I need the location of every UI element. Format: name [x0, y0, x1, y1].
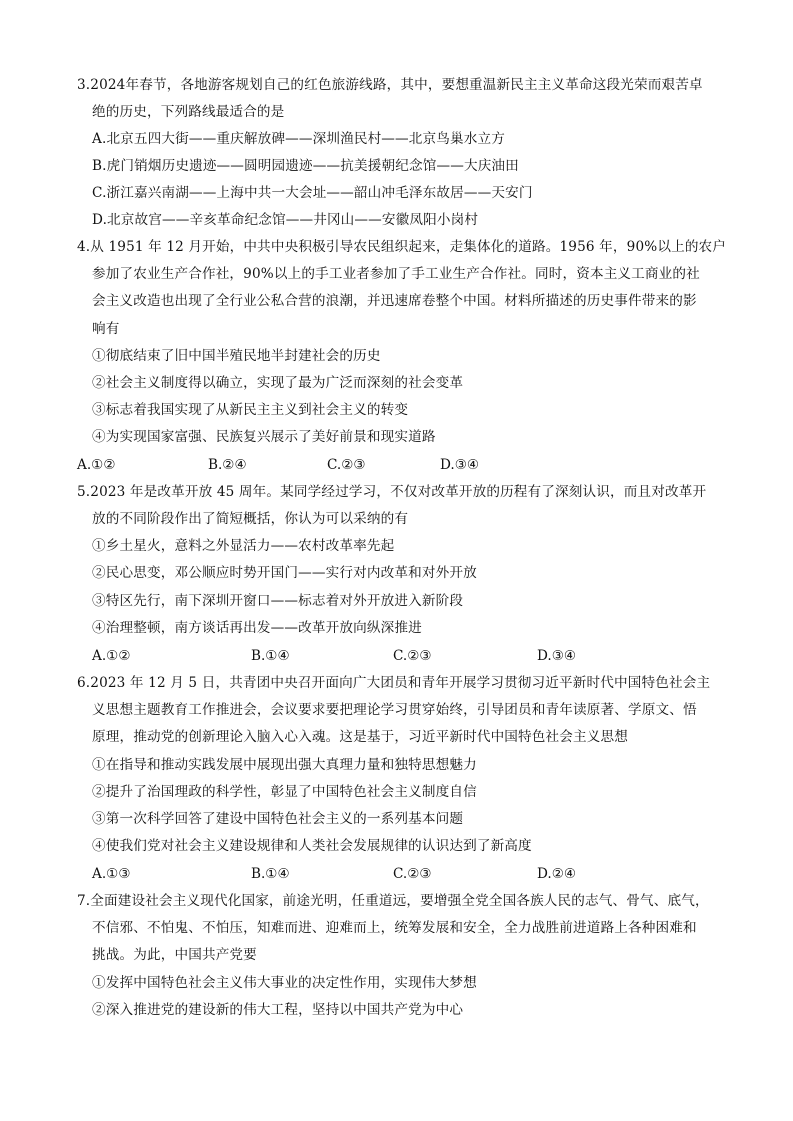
q5-stem-line-1: 5.2023 年是改革开放 45 周年。某同学经过学习，不仅对改革开放的历程有了深刻认识，而且对改革开	[77, 484, 707, 500]
q4-option-c: C.②③	[327, 457, 366, 473]
q7-item-1: ①发挥中国特色社会主义伟大事业的决定性作用，实现伟大梦想	[92, 975, 477, 991]
q3-choice-d: D.北京故宫——辛亥革命纪念馆——井冈山——安徽凤阳小岗村	[92, 212, 479, 228]
q4-item-2: ②社会主义制度得以确立，实现了最为广泛而深刻的社会变革	[92, 375, 464, 391]
q6-item-2: ②提升了治国理政的科学性，彰显了中国特色社会主义制度自信	[92, 784, 477, 800]
q4-item-1: ①彻底结束了旧中国半殖民地半封建社会的历史	[92, 348, 381, 364]
q6-option-c: C.②③	[393, 866, 432, 882]
q4-item-4: ④为实现国家富强、民族复兴展示了美好前景和现实道路	[92, 429, 436, 445]
q4-stem-line-1: 4.从 1951 年 12 月开始，中共中央积极引导农民组织起来，走集体化的道路。1956 年，90%以上的农户	[77, 239, 727, 255]
q5-item-3: ③特区先行，南下深圳开窗口——标志着对外开放进入新阶段	[92, 593, 464, 609]
q6-item-1: ①在指导和推动实践发展中展现出强大真理力量和独特思想魅力	[92, 757, 477, 773]
q7-stem-line-3: 挑战。为此，中国共产党要	[92, 947, 257, 963]
q5-item-2: ②民心思变，邓公顺应时势开国门——实行对内改革和对外开放	[92, 565, 477, 581]
q4-item-3: ③标志着我国实现了从新民主主义到社会主义的转变	[92, 402, 409, 418]
q6-option-d: D.②④	[537, 866, 577, 882]
q3-choice-c: C.浙江嘉兴南湖——上海中共一大会址——韶山冲毛泽东故居——天安门	[92, 185, 533, 201]
q3-choice-b: B.虎门销烟历史遗迹——圆明园遗迹——抗美援朝纪念馆——大庆油田	[92, 158, 519, 174]
q6-item-3: ③第一次科学回答了建设中国特色社会主义的一系列基本问题	[92, 811, 464, 827]
q3-choice-a: A.北京五四大街——重庆解放碑——深圳渔民村——北京鸟巢水立方	[92, 131, 506, 147]
q4-option-d: D.③④	[440, 457, 480, 473]
q4-stem-line-2: 参加了农业生产合作社，90%以上的手工业者参加了手工业生产合作社。同时，资本主义工商业的社	[92, 266, 700, 282]
q5-option-a: A.①②	[92, 648, 131, 664]
q4-stem-line-3: 会主义改造也出现了全行业公私合营的浪潮，并迅速席卷整个中国。材料所描述的历史事件带来的影	[92, 293, 697, 309]
q3-stem-line-1: 3.2024年春节，各地游客规划自己的红色旅游线路，其中，要想重温新民主主义革命这段光荣而艰苦卓	[77, 77, 703, 93]
q6-stem-line-2: 义思想主题教育工作推进会，会议要求要把理论学习贯穿始终，引导团员和青年读原著、学原文、悟	[92, 702, 697, 718]
q5-item-1: ①乡土星火，意料之外显活力——农村改革率先起	[92, 538, 395, 554]
q5-option-c: C.②③	[393, 648, 432, 664]
q7-item-2: ②深入推进党的建设新的伟大工程，坚持以中国共产党为中心	[92, 1002, 464, 1018]
q3-stem-line-2: 绝的历史，下列路线最适合的是	[92, 104, 285, 120]
q6-stem-line-1: 6.2023 年 12 月 5 日，共青团中央召开面向广大团员和青年开展学习贯彻习近平新时代中国特色社会主	[77, 675, 711, 691]
q6-option-a: A.①③	[92, 866, 131, 882]
q6-stem-line-3: 原理，推动党的创新理论入脑入心入魂。这是基于，习近平新时代中国特色社会主义思想	[92, 729, 629, 745]
q4-stem-line-4: 响有	[92, 321, 120, 337]
q5-item-4: ④治理整顿，南方谈话再出发——改革开放向纵深推进	[92, 620, 422, 636]
q5-stem-line-2: 放的不同阶段作出了简短概括，你认为可以采纳的有	[92, 511, 409, 527]
q6-item-4: ④使我们党对社会主义建设规律和人类社会发展规律的认识达到了新高度	[92, 838, 532, 854]
q4-option-b: B.②④	[208, 457, 247, 473]
q6-option-b: B.①④	[251, 866, 290, 882]
q5-option-b: B.①④	[251, 648, 290, 664]
q7-stem-line-1: 7.全面建设社会主义现代化国家，前途光明，任重道远，要增强全党全国各族人民的志气、骨气、底气，	[77, 893, 709, 909]
q4-option-a: A.①②	[77, 457, 116, 473]
q7-stem-line-2: 不信邪、不怕鬼、不怕压，知难而进、迎难而上，统筹发展和安全，全力战胜前进道路上各种困难和	[92, 920, 697, 936]
q5-option-d: D.③④	[537, 648, 577, 664]
